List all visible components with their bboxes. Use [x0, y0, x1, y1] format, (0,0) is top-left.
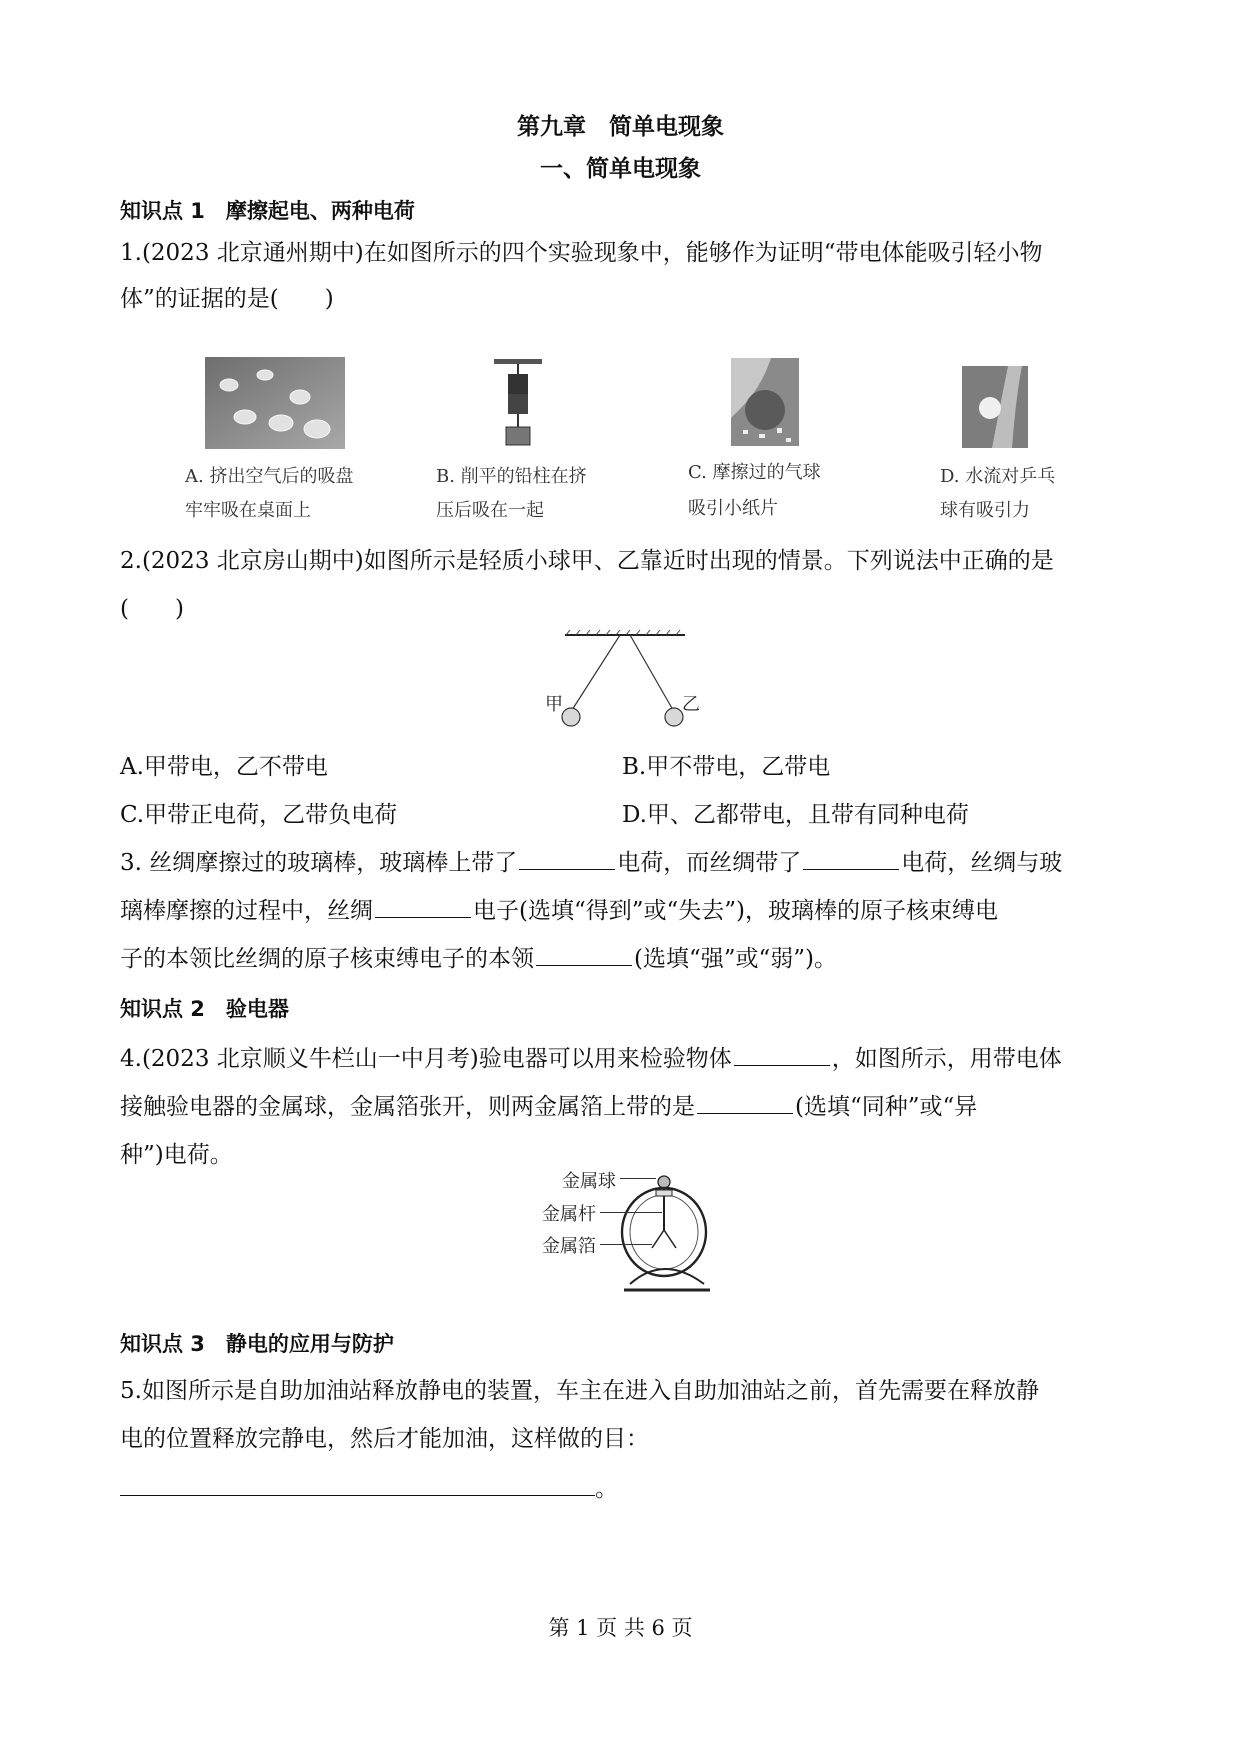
- caption-c-line1: C. 摩擦过的气球: [688, 462, 821, 483]
- answer-blank[interactable]: [519, 868, 615, 870]
- q3-text-1a: 3. 丝绸摩擦过的玻璃棒，玻璃棒上带了: [120, 850, 518, 876]
- q3-text-3b: (选填“强”或“弱”)。: [634, 946, 837, 972]
- caption-d-line1: D. 水流对乒乓: [940, 466, 1056, 487]
- label-metal-foil: 金属箔: [542, 1236, 596, 1257]
- ball-label-jia: 甲: [545, 694, 563, 715]
- lead-cylinder-figure: [488, 357, 548, 449]
- chapter-title: 第九章 简单电现象: [517, 114, 724, 140]
- label-metal-ball: 金属球: [562, 1171, 616, 1192]
- ball-label-yi: 乙: [682, 694, 700, 715]
- question-5-text-line1: 5.如图所示是自助加油站释放静电的装置，车主在进入自助加油站之前，首先需要在释放静: [120, 1378, 1039, 1404]
- knowledge-point-3-heading: 知识点 3 静电的应用与防护: [120, 1332, 394, 1356]
- option-c: C.甲带正电荷，乙带负电荷: [120, 802, 398, 828]
- question-1-text-line1: 1.(2023 北京通州期中)在如图所示的四个实验现象中，能够作为证明“带电体能吸引轻小物: [120, 240, 1043, 266]
- answer-blank[interactable]: [697, 1112, 793, 1114]
- q5-end-mark: 。: [595, 1476, 618, 1502]
- question-3-line1: [120, 844, 1062, 877]
- option-d: D.甲、乙都带电，且带有同种电荷: [622, 802, 969, 828]
- knowledge-point-1-heading: 知识点 1 摩擦起电、两种电荷: [120, 199, 415, 223]
- page-number: 第 1 页 共 6 页: [548, 1616, 693, 1640]
- caption-c-line2: 吸引小纸片: [688, 498, 778, 519]
- electroscope-figure: [610, 1172, 720, 1294]
- question-2-text-line2: ( ): [120, 596, 184, 622]
- q4-text-1b: ，如图所示，用带电体: [831, 1046, 1062, 1072]
- question-2-text-line1: 2.(2023 北京房山期中)如图所示是轻质小球甲、乙靠近时出现的情景。下列说法中正确的是: [120, 548, 1054, 574]
- question-1-text-line2: 体”的证据的是( ): [120, 286, 334, 312]
- leader-line: [600, 1212, 662, 1213]
- caption-b-line2: 压后吸在一起: [436, 500, 544, 521]
- label-metal-rod: 金属杆: [542, 1204, 596, 1225]
- caption-a-line1: A. 挤出空气后的吸盘: [185, 466, 354, 487]
- question-5-text-line2: 电的位置释放完静电，然后才能加油，这样做的目：: [120, 1426, 649, 1452]
- balloon-paper-photo: [731, 358, 799, 446]
- question-5-answer-line: [120, 1470, 618, 1503]
- answer-blank[interactable]: [120, 1494, 595, 1496]
- question-4-line2: [120, 1088, 977, 1121]
- q3-text-3a: 子的本领比丝绸的原子核束缚电子的本领: [120, 946, 534, 972]
- water-pingpong-photo: [962, 366, 1028, 448]
- leader-line: [620, 1178, 656, 1179]
- q4-text-2b: (选填“同种”或“异: [795, 1094, 978, 1120]
- caption-a-line2: 牢牢吸在桌面上: [185, 500, 311, 521]
- q3-text-2a: 璃棒摩擦的过程中，丝绸: [120, 898, 373, 924]
- leader-line: [600, 1244, 652, 1245]
- q3-text-1b: 电荷，而丝绸带了: [617, 850, 802, 876]
- question-4-line3: 种”)电荷。: [120, 1142, 233, 1168]
- section-title: 一、简单电现象: [540, 156, 701, 182]
- answer-blank[interactable]: [375, 916, 471, 918]
- option-b: B.甲不带电，乙带电: [622, 754, 831, 780]
- q4-text-2a: 接触验电器的金属球，金属箔张开，则两金属箔上带的是: [120, 1094, 695, 1120]
- answer-blank[interactable]: [803, 868, 899, 870]
- question-4-line1: [120, 1040, 1062, 1073]
- question-3-line3: [120, 940, 837, 973]
- q4-text-1a: 4.(2023 北京顺义牛栏山一中月考)验电器可以用来检验物体: [120, 1046, 732, 1072]
- answer-blank[interactable]: [536, 964, 632, 966]
- q3-text-1c: 电荷，丝绸与玻: [901, 850, 1063, 876]
- option-a: A.甲带电，乙不带电: [120, 754, 328, 780]
- question-3-line2: [120, 892, 998, 925]
- caption-d-line2: 球有吸引力: [940, 500, 1030, 521]
- caption-b-line1: B. 削平的铅柱在挤: [436, 466, 587, 487]
- knowledge-point-2-heading: 知识点 2 验电器: [120, 997, 289, 1021]
- suction-cup-photo: [205, 357, 345, 449]
- q3-text-2b: 电子(选填“得到”或“失去”)，玻璃棒的原子核束缚电: [473, 898, 998, 924]
- answer-blank[interactable]: [734, 1064, 830, 1066]
